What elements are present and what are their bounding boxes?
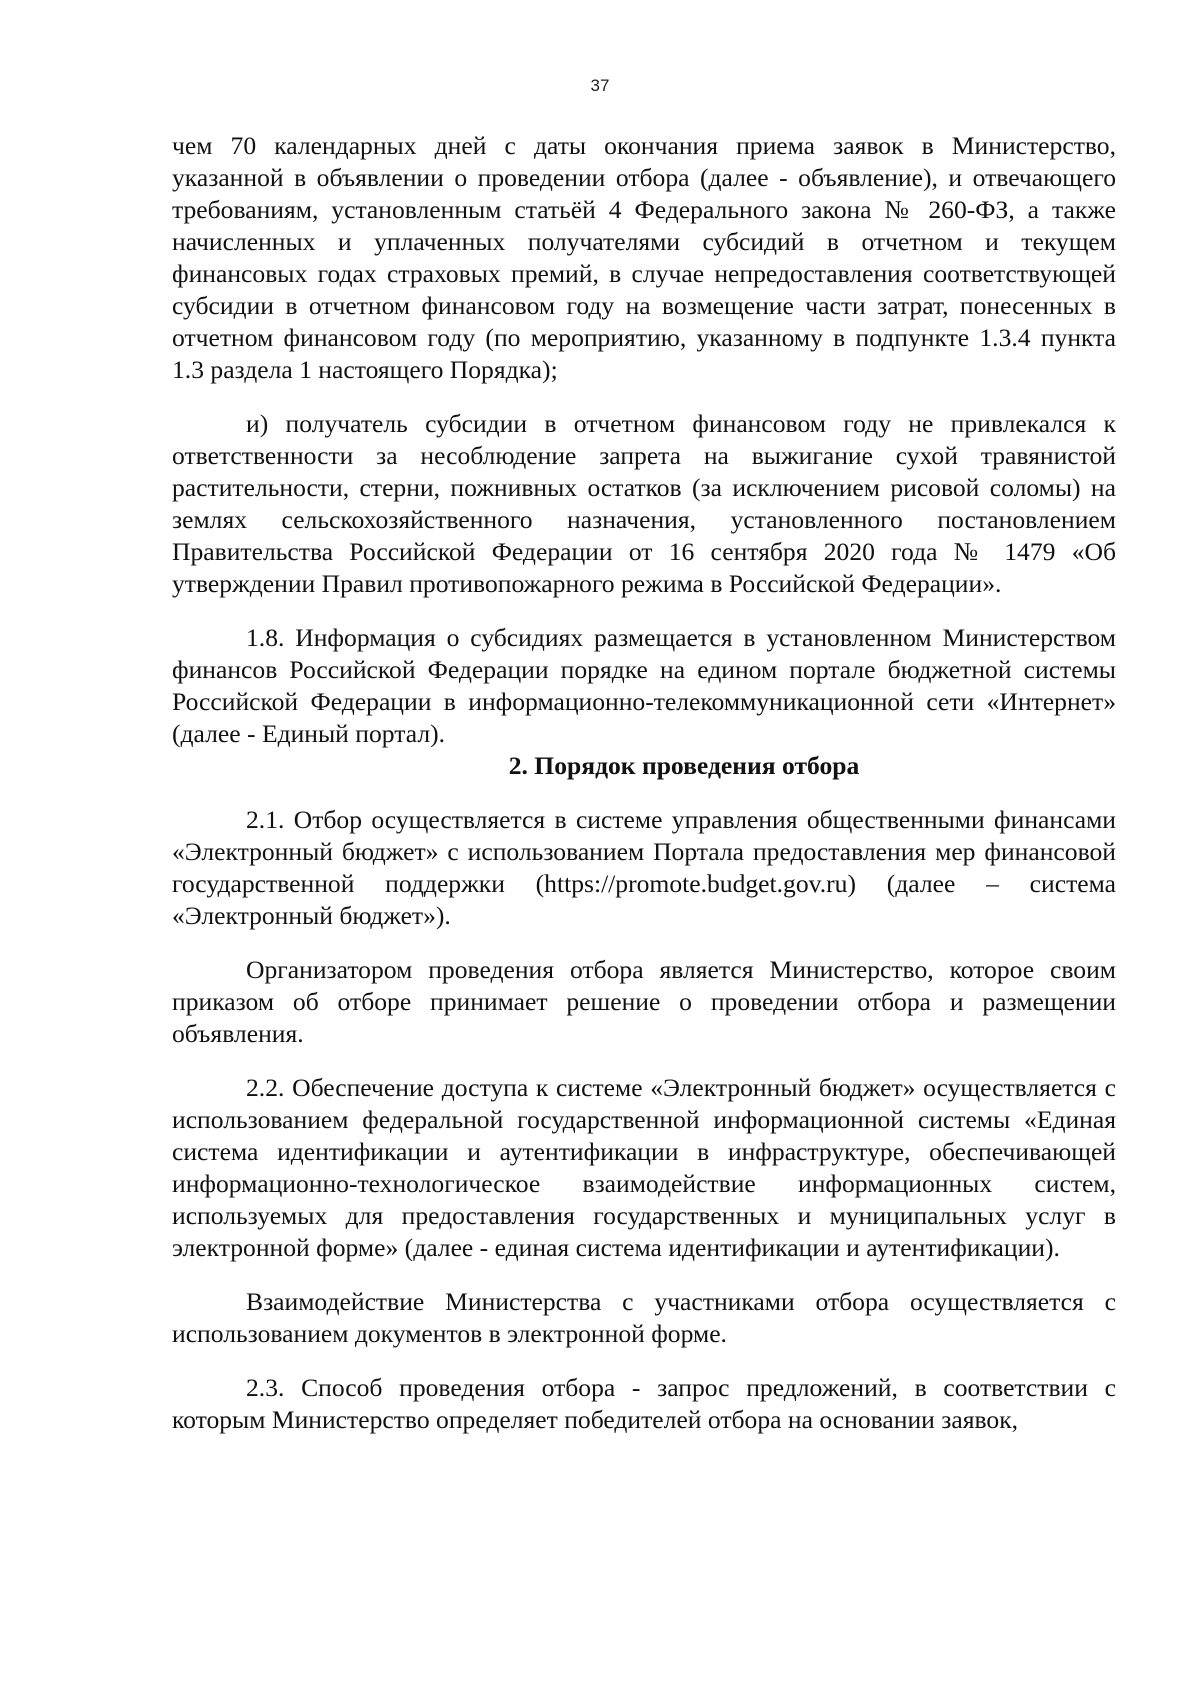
paragraph-continuation: чем 70 календарных дней с даты окончания приема заявок в Министерство, указанной в объявлении о проведении отбора (далее - объявление), и отвечающего требованиям, установленным статьёй 4 Федерального закона № 260-ФЗ, а также начисленных и уплаченных получателями субсидий в отчетном и текущем финансовых годах страховых премий, в случае непредоставления соответствующей субсидии в отчетном финансовом году на возмещение части затрат, понесенных в отчетном финансовом году (по мероприятию, указанному в подпункте 1.3.4 пункта 1.3 раздела 1 настоящего Порядка); — [172, 131, 1116, 384]
paragraph-item-i: и) получатель субсидии в отчетном финансовом году не привлекался к ответственности за несоблюдение запрета на выжигание сухой травянистой растительности, стерни, пожнивных остатков (за исключением рисовой соломы) на землях сельскохозяйственного назначения, установленного постановлением Правительства Российской Федерации от 16 сентября 2020 года № 1479 «Об утверждении Правил противопожарного режима в Российской Федерации». — [172, 409, 1116, 598]
paragraph-1-8: 1.8. Информация о субсидиях размещается в установленном Министерством финансов Российской Федерации порядке на едином портале бюджетной системы Российской Федерации в информационно-телекоммуникационной сети «Интернет» (далее - Единый портал). — [172, 623, 1116, 748]
paragraph-2-2: 2.2. Обеспечение доступа к системе «Электронный бюджет» осуществляется с использованием федеральной государственной информационной системы «Единая система идентификации и аутентификации в инфраструктуре, обеспечивающей информационно-технологическое взаимодействие информационных систем, используемых для предоставления государственных и муниципальных услуг в электронной форме» (далее - единая система идентификации и аутентификации). — [172, 1073, 1116, 1262]
document-body — [172, 130, 1116, 1436]
paragraph-2-3: 2.3. Способ проведения отбора - запрос предложений, в соответствии с которым Министерство определяет победителей отбора на основании заявок, — [172, 1373, 1116, 1434]
section-heading: 2. Порядок проведения отбора — [508, 751, 860, 780]
paragraph-2-1: 2.1. Отбор осуществляется в системе управления общественными финансами «Электронный бюджет» с использованием Портала предоставления мер финансовой государственной поддержки (https://promote.budget.gov.ru) (далее – система «Электронный бюджет»). — [172, 805, 1116, 930]
paragraph-interaction: Взаимодействие Министерства с участниками отбора осуществляется с использованием документов в электронной форме. — [172, 1287, 1116, 1348]
paragraph-organizer: Организатором проведения отбора является Министерство, которое своим приказом об отборе принимает решение о проведении отбора и размещении объявления. — [172, 955, 1116, 1048]
page-number: 37 — [590, 76, 610, 95]
